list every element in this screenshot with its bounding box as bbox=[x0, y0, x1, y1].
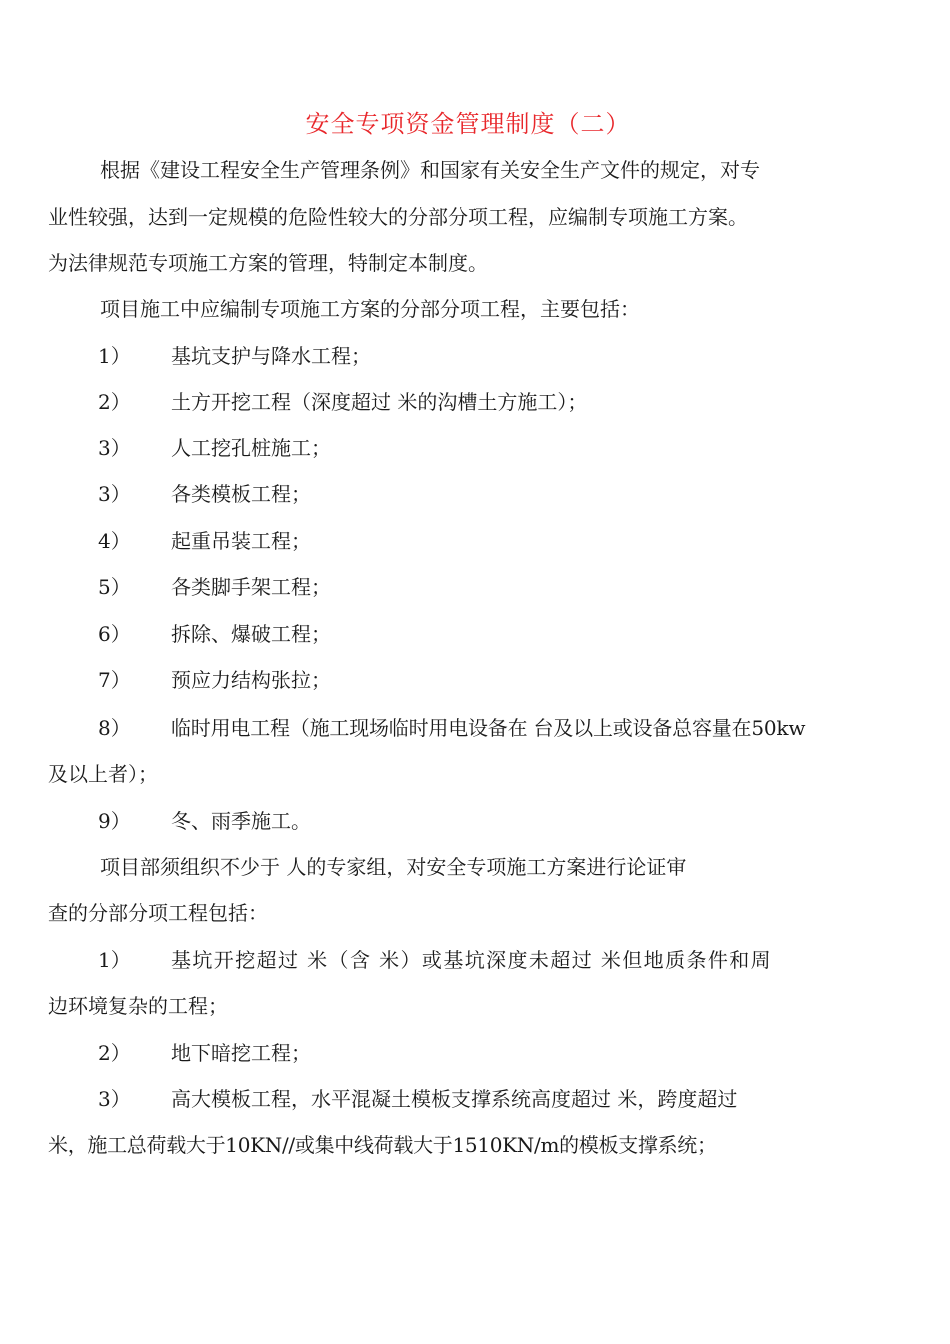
list2-heading-line-1: 项目部须组织不少于 人的专家组，对安全专项施工方案进行论证审 bbox=[100, 855, 687, 879]
list-item-text: 人工挖孔桩施工； bbox=[171, 436, 331, 460]
list-item-continuation: 边环境复杂的工程； bbox=[48, 994, 228, 1018]
list-item-text: 各类模板工程； bbox=[171, 482, 311, 506]
list-item-text: 起重吊装工程； bbox=[171, 529, 311, 553]
list-item-number: 5） bbox=[98, 575, 131, 599]
list-item-number: 2） bbox=[98, 390, 131, 414]
list-item-number: 3） bbox=[98, 482, 131, 506]
intro-line-2: 业性较强，达到一定规模的危险性较大的分部分项工程，应编制专项施工方案。 bbox=[48, 205, 748, 229]
list-item-text: 冬、雨季施工。 bbox=[171, 809, 311, 833]
list-item-continuation: 米，施工总荷载大于10KN//或集中线荷载大于1510KN/m的模板支撑系统； bbox=[48, 1133, 717, 1157]
list-item-number: 1） bbox=[98, 344, 131, 368]
list-item-text: 各类脚手架工程； bbox=[171, 575, 331, 599]
list2-heading-line-2: 查的分部分项工程包括： bbox=[48, 901, 268, 925]
list-item-number: 1） bbox=[98, 948, 131, 972]
list-item-number: 3） bbox=[98, 436, 131, 460]
document-title: 安全专项资金管理制度（二） bbox=[305, 110, 631, 138]
list-item-number: 9） bbox=[98, 809, 131, 833]
list-item-text: 预应力结构张拉； bbox=[171, 668, 331, 692]
list-item-text: 基坑支护与降水工程； bbox=[171, 344, 371, 368]
list-item-text: 临时用电工程（施工现场临时用电设备在 台及以上或设备总容量在50kw bbox=[171, 716, 806, 740]
list-item-text: 土方开挖工程（深度超过 米的沟槽土方施工）； bbox=[171, 390, 588, 414]
list-item-number: 7） bbox=[98, 668, 131, 692]
intro-line-1: 根据《建设工程安全生产管理条例》和国家有关安全生产文件的规定，对专 bbox=[100, 158, 760, 182]
list-item-continuation: 及以上者）； bbox=[48, 762, 158, 786]
list-item-number: 6） bbox=[98, 622, 131, 646]
list-item-number: 8） bbox=[98, 716, 131, 740]
list-item-text: 基坑开挖超过 米（含 米）或基坑深度未超过 米但地质条件和周 bbox=[171, 948, 773, 972]
list-item-text: 拆除、爆破工程； bbox=[171, 622, 331, 646]
list-item-text: 地下暗挖工程； bbox=[171, 1041, 311, 1065]
list-item-text: 高大模板工程，水平混凝土模板支撑系统高度超过 米，跨度超过 bbox=[171, 1087, 738, 1111]
list-item-number: 2） bbox=[98, 1041, 131, 1065]
intro-line-3: 为法律规范专项施工方案的管理，特制定本制度。 bbox=[48, 251, 488, 275]
list1-heading: 项目施工中应编制专项施工方案的分部分项工程，主要包括： bbox=[100, 297, 640, 321]
list-item-number: 4） bbox=[98, 529, 131, 553]
list-item-number: 3） bbox=[98, 1087, 131, 1111]
